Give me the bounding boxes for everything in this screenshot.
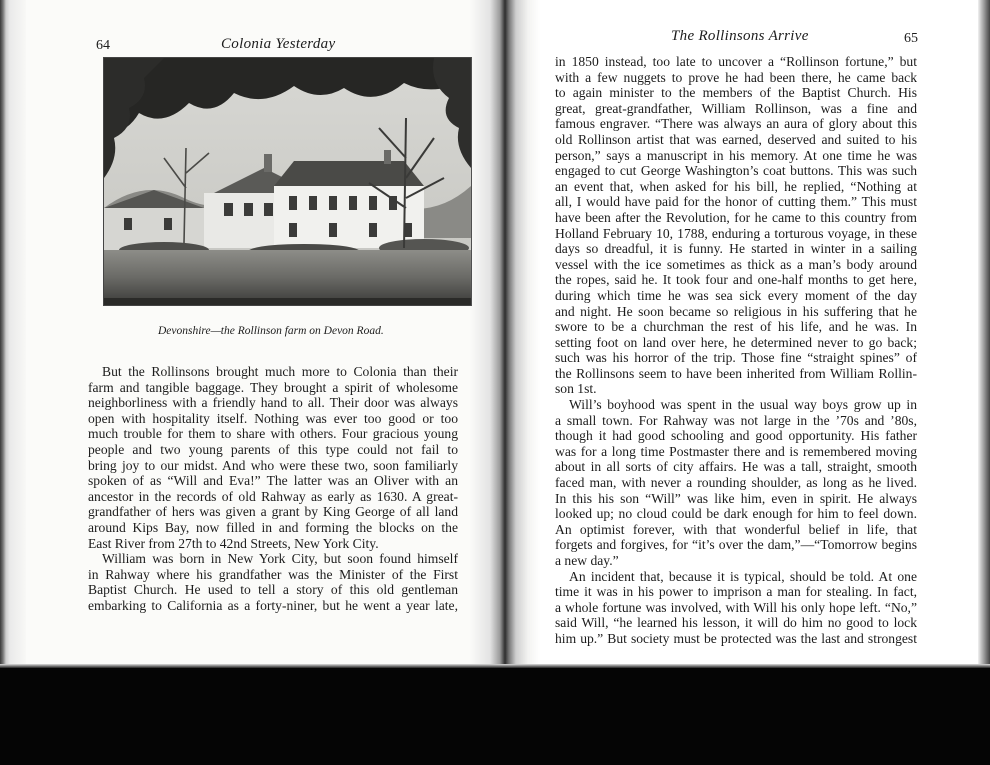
text-line: embarking to California as a forty-niner, but he went a year late, — [88, 597, 458, 613]
text-line: setting foot on land over here, he determined never to go back; — [555, 334, 917, 350]
running-head-left: Colonia Yesterday — [221, 36, 336, 52]
text-line: the ropes, said he. It took four and one-half months to get here, — [555, 272, 917, 288]
text-line: Baptist Church. He used to tell a story of this old gentleman — [88, 582, 458, 598]
text-line: neighborliness with a friendly hand to all. Their door was always — [88, 395, 458, 411]
text-line: famous engraver. “There was always an aura of glory about this — [555, 116, 917, 132]
text-line: faced man, with never a rounding shoulder, as long as he lived. — [555, 475, 917, 491]
text-line: days so dreadful, it is funny. He started in winter in a sailing — [555, 241, 917, 257]
right-body-text — [555, 54, 917, 647]
text-line: grandfather of hers was given a grant by King George of all land — [88, 504, 458, 520]
text-line: much trouble for them to share with others. Four gracious young — [88, 426, 458, 442]
text-line: during which time he was sea sick every moment of the day — [555, 287, 917, 303]
text-line: about in all sorts of city affairs. He was a tall, straight, smooth — [555, 459, 917, 475]
text-line: have been after the Revolution, for he came to this country from — [555, 209, 917, 225]
text-line: a small town. For Rahway was not large in the ’70s and ’80s, — [555, 412, 917, 428]
text-line: open with hospitality itself. Nothing was ever too good or too — [88, 410, 458, 426]
text-line: vessel with the ice sometimes as thick as a man’s body around — [555, 256, 917, 272]
text-line: farm and tangible baggage. They brought a spirit of wholesome — [88, 379, 458, 395]
text-line: to again minister to the members of the Baptist Church. His — [555, 85, 917, 101]
text-line: in Rahway where his grandfather was the Minister of the First — [88, 566, 458, 582]
text-line: great, great-grandfather, William Rollinson, was a fine and — [555, 100, 917, 116]
left-body-text — [88, 364, 458, 614]
text-line: East River from 27th to 42nd Streets, New York City. — [88, 535, 379, 551]
text-line: the Rollinsons seem to have been inherited from William Rollin- — [555, 365, 917, 381]
text-line: people and two young parents of this type could not fail to — [88, 441, 458, 457]
text-line: a whole fortune was involved, with Will his only hope left. “No,” — [555, 599, 917, 615]
text-line: bring joy to our midst. And who were these two, soon familiarly — [88, 457, 458, 473]
text-line: time it was in his power to imprison a man for stealing. In fact, — [555, 584, 917, 600]
text-line: William was born in New York City, but soon found himself — [102, 551, 458, 567]
text-line: But the Rollinsons brought much more to Colonia than their — [102, 364, 458, 379]
text-line: him up.” But society must be protected was the last and strongest — [555, 630, 917, 646]
text-line: with a few nuggets to prove he had been there, he came back — [555, 69, 917, 85]
text-line: though it had good schooling and good opportunity. His father — [555, 428, 917, 444]
text-line: person,” says a manuscript in his memory. At one time he was — [555, 147, 917, 163]
page-edge-shadow — [0, 0, 26, 668]
text-line: around Kips Bay, now filled in and forming the blocks on the — [88, 519, 458, 535]
text-line: in 1850 instead, too late to uncover a “Rollinson fortune,” but — [555, 54, 917, 69]
farmhouse-photo — [103, 57, 472, 306]
page-edge-shadow-right — [978, 0, 990, 668]
page-number-left: 64 — [96, 38, 110, 53]
text-line: such was his horror of the trip. Those fine “straight spines” of — [555, 350, 917, 366]
running-head-right: The Rollinsons Arrive — [671, 28, 809, 44]
text-line: forgets and forgives, for “it’s over the dam,”—“Tomorrow begins — [555, 537, 917, 553]
text-line: Will’s boyhood was spent in the usual way boys grow up in — [569, 397, 917, 413]
photo-caption: Devonshire—the Rollinson farm on Devon Road. — [158, 325, 384, 337]
text-line: An incident that, because it is typical, should be told. At one — [569, 568, 917, 584]
text-line: an event that, when asked for his bill, he replied, “Nothing at — [555, 178, 917, 194]
text-line: old Rollinson artist that was earned, deserved and suited to his — [555, 131, 917, 147]
text-line: looked up; no cloud could be dark enough for him to feel down. — [555, 506, 917, 522]
text-line: An optimist forever, with that wonderful belief in life, that — [555, 521, 917, 537]
text-line: and night. He soon became so religious in his suffering that he — [555, 303, 917, 319]
text-line: ancestor in the records of old Rahway as early as 1630. A great- — [88, 488, 458, 504]
text-line: engaged to cut George Washington’s coat buttons. This was such — [555, 163, 917, 179]
text-line: In this his son “Will” was like him, even in spirit. He always — [555, 490, 917, 506]
text-line: swore to be a churchman the rest of his life, and he was. In — [555, 319, 917, 335]
text-line: spoken of as “Will and Eva!” The latter was an Oliver with an — [88, 473, 458, 489]
scanner-background — [0, 668, 990, 765]
left-page — [0, 0, 505, 668]
page-number-right: 65 — [904, 31, 918, 46]
text-line: Holland February 10, 1788, enduring a torturous voyage, in these — [555, 225, 917, 241]
text-line: a new day.” — [555, 553, 619, 568]
text-line: all, I would have paid for the honor of cutting them.” This must — [555, 194, 917, 210]
text-line: was for a long time Postmaster there and is remembered moving — [555, 443, 917, 459]
text-line: said Will, “he learned his lesson, it will do him no good to lock — [555, 615, 917, 631]
text-line: son 1st. — [555, 381, 597, 397]
